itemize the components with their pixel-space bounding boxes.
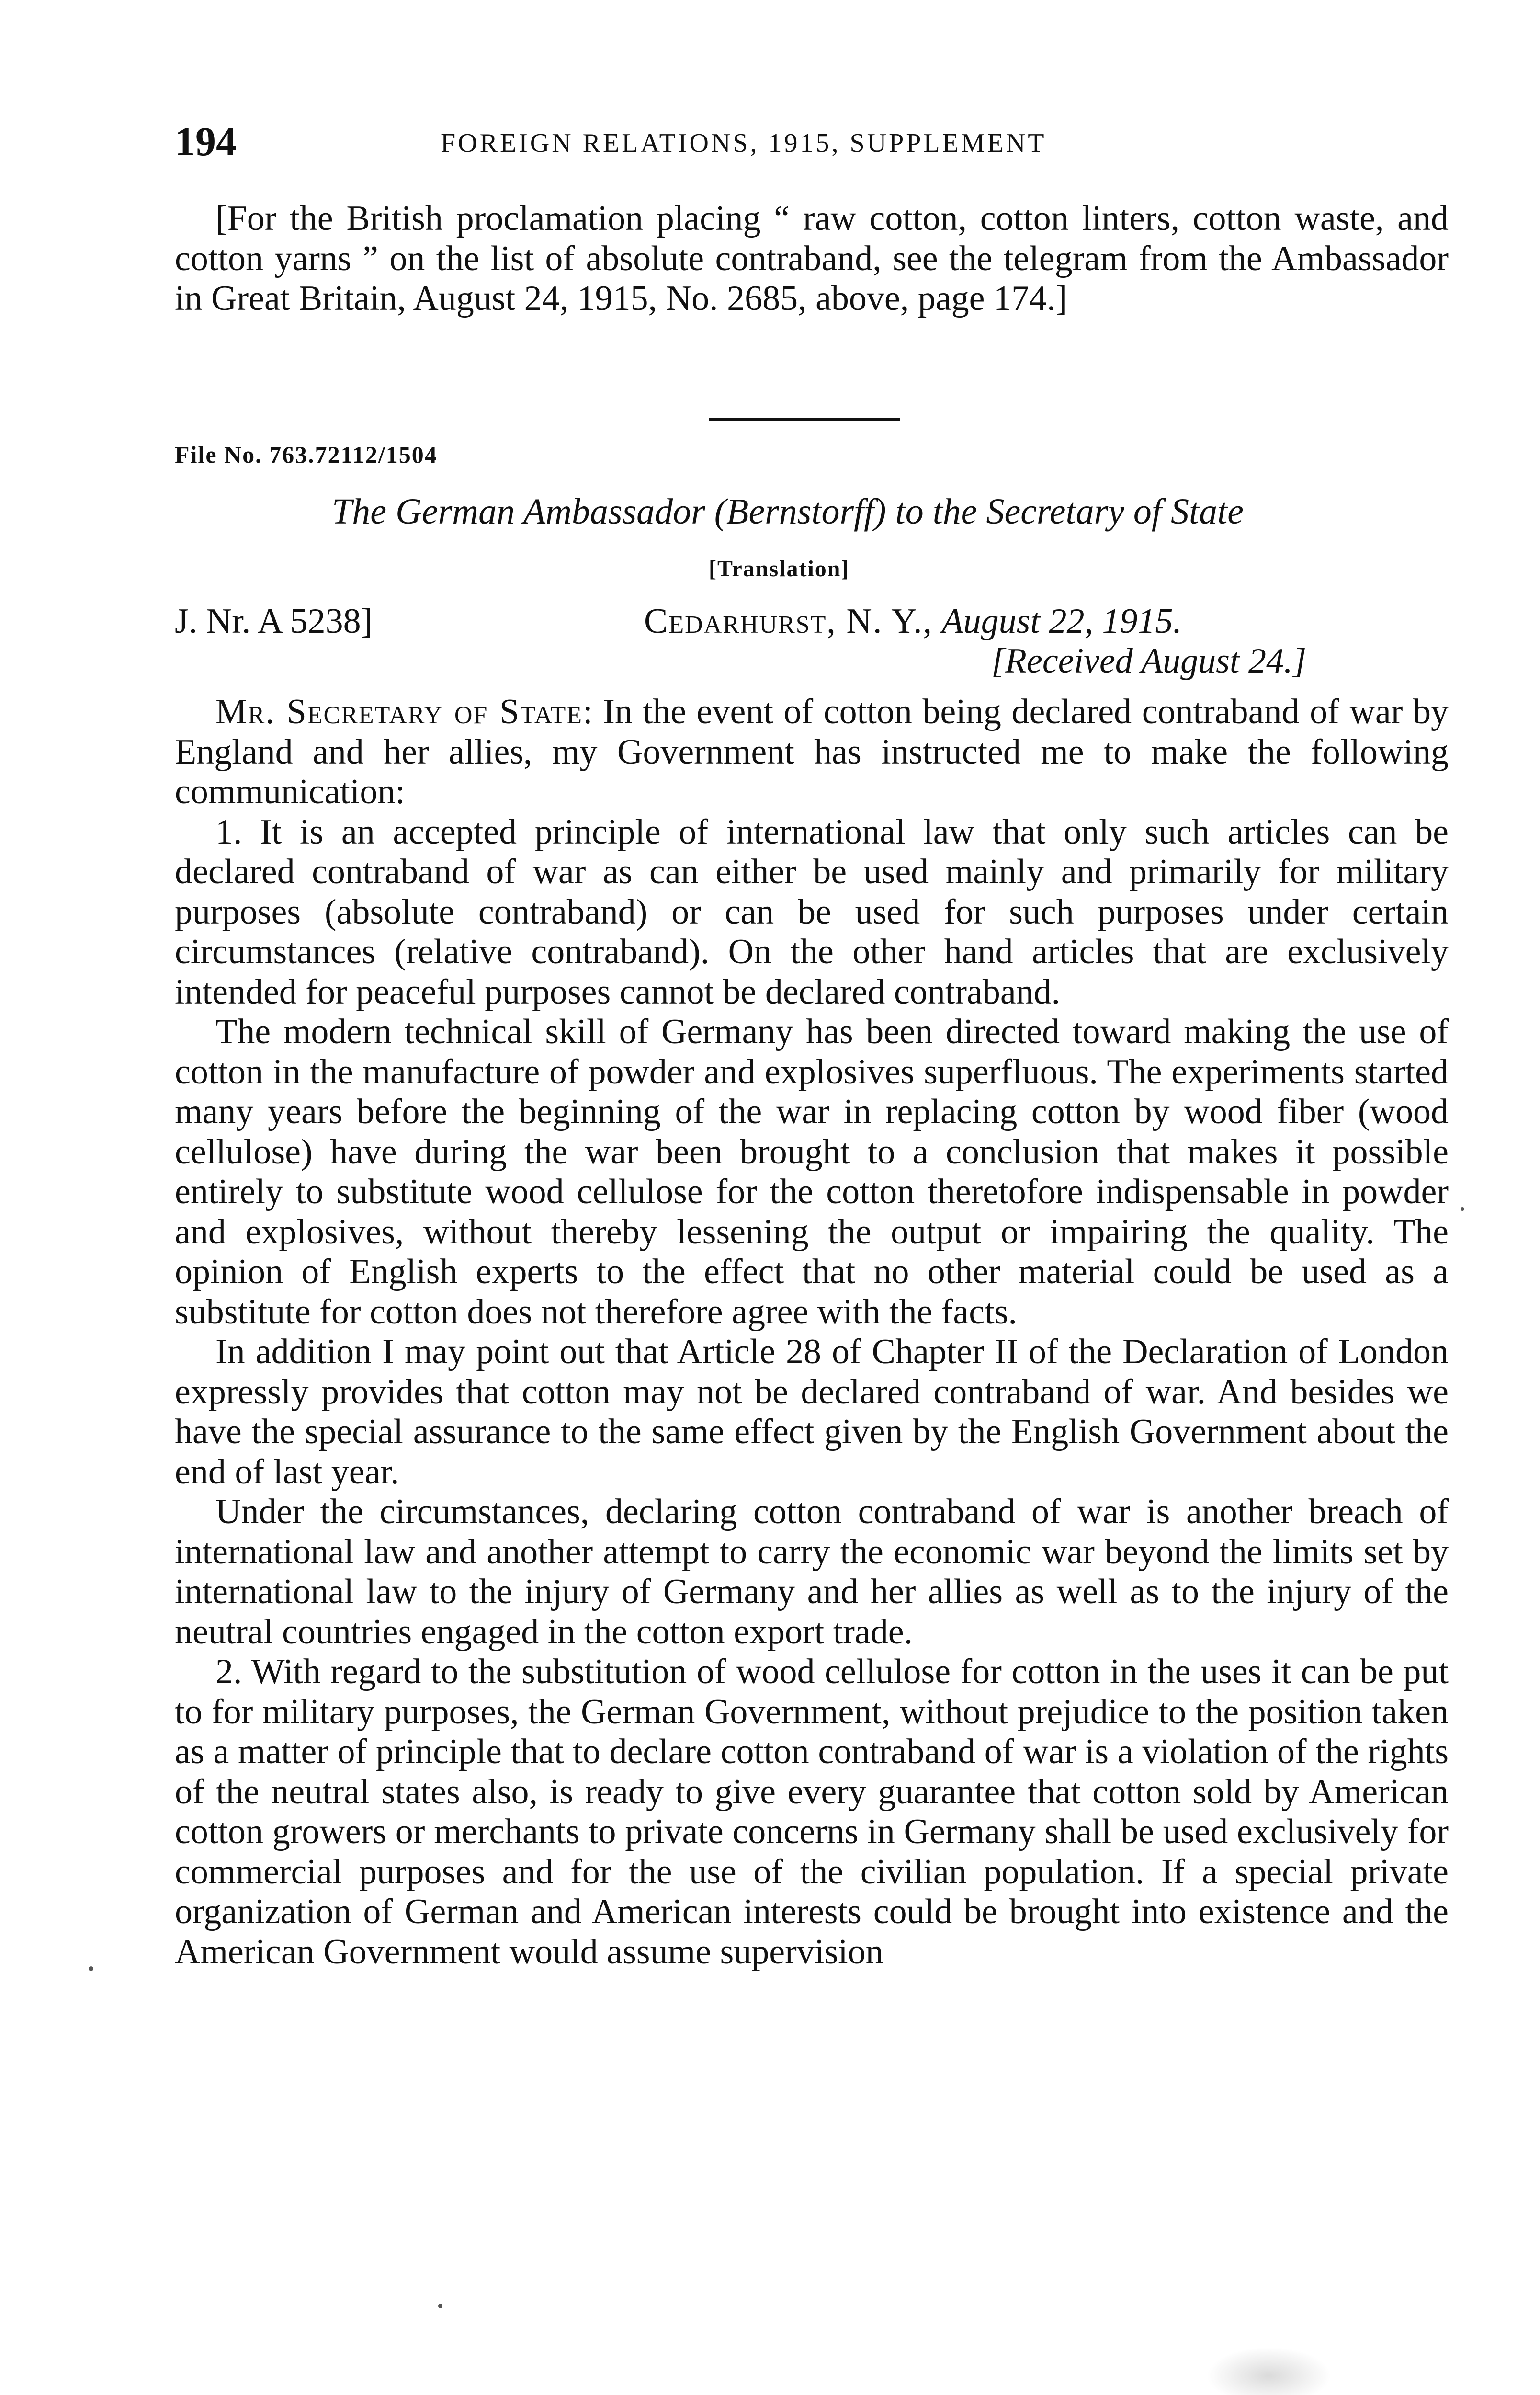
scan-smudge: [1207, 2347, 1331, 2395]
reference-number: J. Nr. A 5238]: [175, 602, 373, 641]
paragraph: 2. With regard to the substitution of wood cellulose for cotton in the uses it can be put to for military purposes, the German Government, without prejudice to the position taken as a matter of principle that to declare cotton contraband of war is a violation of the rights of the neutral states also, is ready to give every guarantee that cotton sold by American cotton growers or merchants to private concerns in Germany shall be used exclusively for commercial purposes and for the use of the civilian population. If a special private organization of German and American interests could be brought into existence and the American Government would assume supervision: [175, 1652, 1449, 1972]
editorial-note-block: [175, 199, 1449, 319]
paragraph: The modern technical skill of Germany has been directed toward making the use of cotton in the manufacture of powder and explosives superfluous. The experiments started many years before the beginning of the war in replacing cotton by wood fiber (wood cellulose) have during the war been brought to a conclusion that makes it possible entirely to substitute wood cellulose for the cotton theretofore indispensable in powder and explosives, without thereby lessening the output or impairing the quality. The opinion of English experts to the effect that no other material could be used as a substitute for cotton does not therefore agree with the facts.: [175, 1012, 1449, 1332]
paragraph: Under the circumstances, declaring cotton contraband of war is another breach of international law and another attempt to carry the economic war beyond the limits set by international law to the injury of Germany and her allies as well as to the injury of the neutral countries engaged in the cotton export trade.: [175, 1492, 1449, 1652]
scan-speck: [1461, 1207, 1464, 1211]
letter-body: [175, 692, 1449, 1972]
opening-paragraph: [175, 692, 1449, 812]
section-divider: [709, 418, 900, 421]
salutation: Mr. Secretary of State: [215, 692, 583, 731]
scan-speck: [89, 1966, 93, 1971]
document-title: The German Ambassador (Bernstorff) to the Secretary of State: [331, 491, 1244, 532]
translation-note: [Translation]: [709, 556, 850, 582]
paragraph: 1. It is an accepted principle of international law that only such articles can be declared contraband of war as can either be used mainly and primarily for military purposes (absolute contraband) or can be used for such purposes under certain circumstances (relative contraband). On the other hand articles that are exclusively intended for peaceful purposes cannot be declared contraband.: [175, 812, 1449, 1012]
editorial-note: [For the British proclamation placing “ raw cotton, cotton linters, cotton waste, and cotton yarns ” on the list of absolute contraband, see the telegram from the Ambassador in Great Britain, August 24, 1915, No. 2685, above, page 174.]: [175, 199, 1449, 318]
place-date-line: [644, 601, 1182, 642]
file-number: File No. 763.72112/1504: [175, 441, 438, 468]
paragraph-text: : In the event of cotton being declared contraband of war by England and her allies, my Government has instructed me to make the following communication:: [175, 692, 1449, 811]
date: August 22, 1915.: [941, 602, 1182, 641]
paragraph: In addition I may point out that Article 28 of Chapter II of the Declaration of London expressly provides that cotton may not be declared contraband of war. And besides we have the special assurance to the same effect given by the English Government about the end of last year.: [175, 1332, 1449, 1492]
received-date: [Received August 24.]: [991, 641, 1307, 681]
page-number: 194: [175, 118, 237, 164]
place: Cedarhurst, N. Y.,: [644, 602, 933, 641]
scan-speck: [438, 2304, 442, 2308]
running-head-title: FOREIGN RELATIONS, 1915, SUPPLEMENT: [441, 128, 1047, 158]
running-head: [175, 117, 1472, 164]
